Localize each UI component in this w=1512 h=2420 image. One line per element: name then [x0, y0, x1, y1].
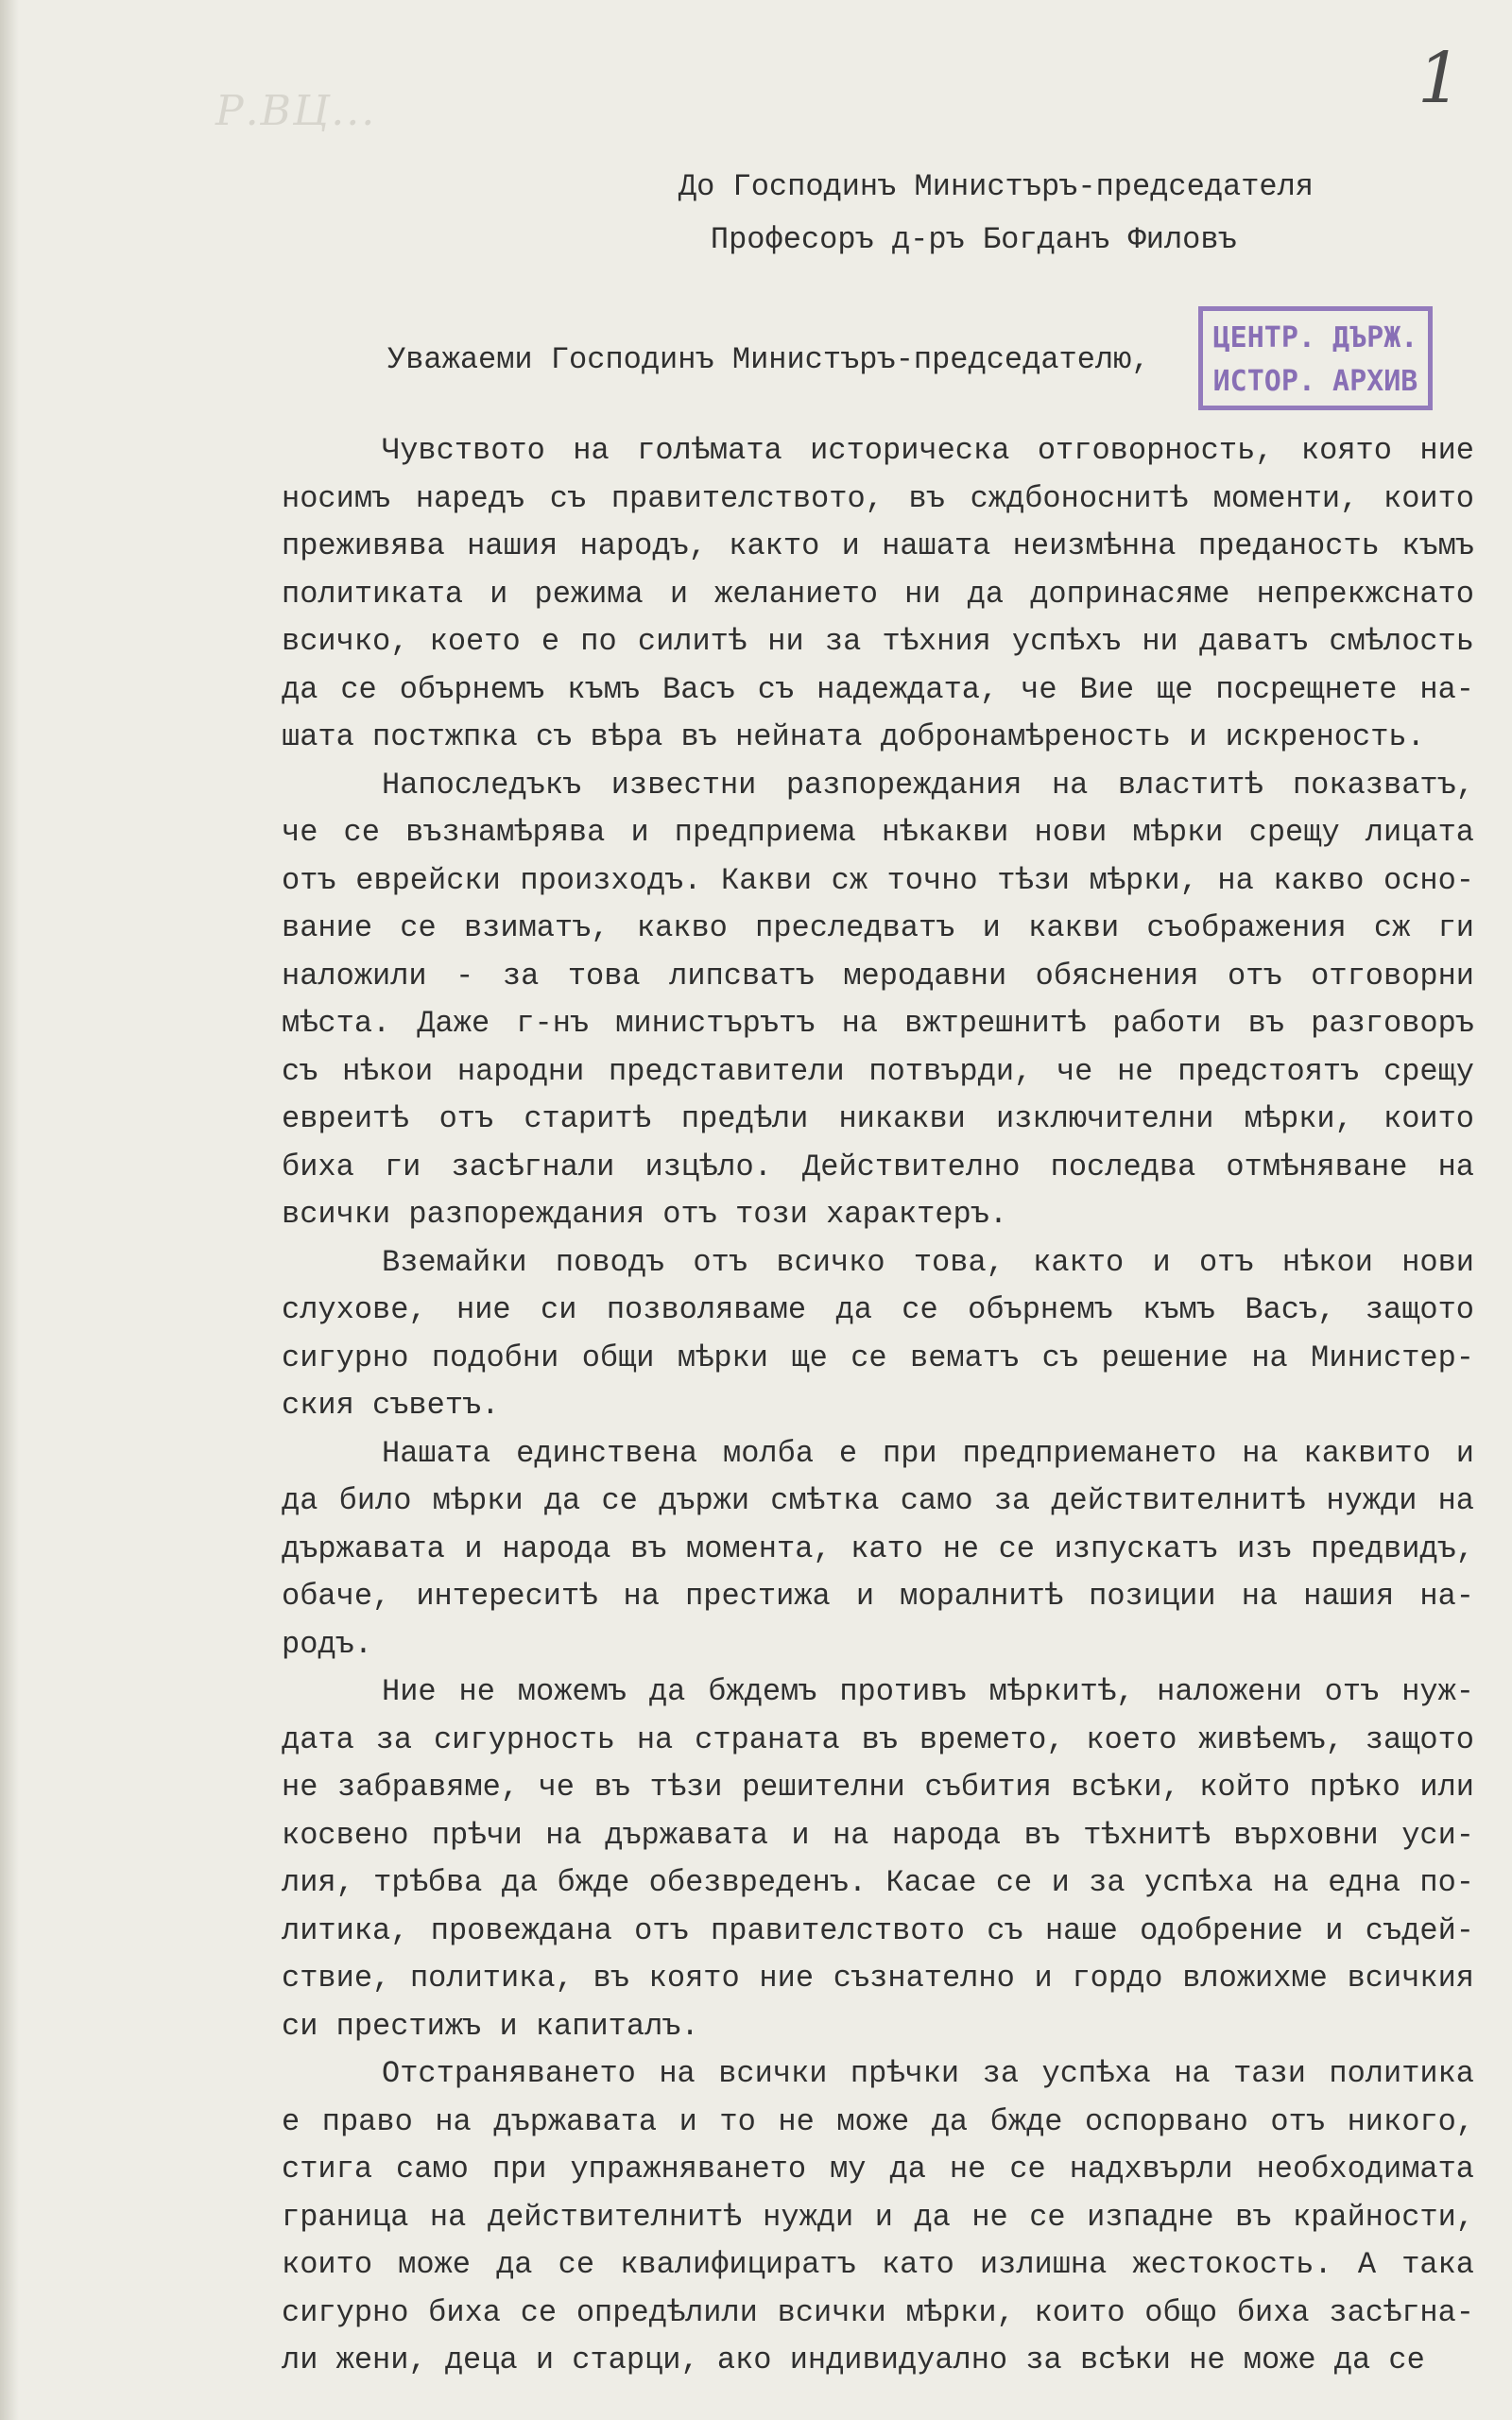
faded-archive-note: Р.ВЦ... — [215, 87, 377, 135]
text-line: ския съветъ. — [282, 1388, 500, 1423]
text-line: съ нѣкои народни представители потвърди, че не предстоятъ срещу — [282, 1053, 1474, 1089]
page-number: 1 — [1418, 38, 1463, 119]
addressee-line: До Господинъ Министъръ-председателя — [678, 169, 1314, 204]
text-line: Отстраняването на всички прѣчки за успѣха на тази политика — [382, 2056, 1474, 2091]
text-line: е право на държавата и то не може да бжде оспорвано отъ никого, — [282, 2103, 1474, 2139]
text-line: Чувството на голѣмата историческа отговорность, която ние — [382, 433, 1474, 468]
paragraph — [282, 1668, 1474, 2050]
text-line: политиката и режима и желанието ни да допринасяме непрекжснато — [282, 576, 1474, 612]
text-line: биха ги засѣгнали изцѣло. Действително последва отмѣняване на — [282, 1149, 1474, 1184]
text-line: косвено прѣчи на държавата и на народа въ тѣхнитѣ върховни уси- — [282, 1817, 1474, 1853]
text-line: обаче, интереситѣ на престижа и моралнитѣ позиции на нашия на- — [282, 1579, 1474, 1614]
text-line: дата за сигурность на страната въ времето, което живѣемъ, защото — [282, 1721, 1474, 1757]
text-line: всичко, което е по силитѣ ни за тѣхния успѣхъ ни даватъ смѣлость — [282, 624, 1474, 659]
text-line: стига само при упражняването му да не се надхвърли необходимата — [282, 2152, 1474, 2187]
text-line: слухове, ние си позволяваме да се обърнемъ къмъ Васъ, защото — [282, 1292, 1474, 1327]
text-line: преживява нашия народъ, както и нашата неизмѣнна преданость къмъ — [282, 528, 1474, 563]
text-line: мѣста. Даже г-нъ министърътъ на вжтрешнитѣ работи въ разговоръ — [282, 1006, 1474, 1041]
text-line: шата постжпка съ вѣра въ нейната добронамѣреность и искреность. — [282, 719, 1425, 754]
text-line: вание се взиматъ, какво преследватъ и какви съображения сж ги — [282, 910, 1474, 945]
stamp-line: ЦЕНТР. ДЪРЖ. — [1212, 321, 1418, 354]
text-line: Ние не можемъ да бждемъ противъ мѣркитѣ, наложени отъ нуж- — [382, 1674, 1474, 1709]
text-line: носимъ наредъ съ правителството, въ сждбоноснитѣ моменти, които — [282, 480, 1474, 516]
paragraph — [282, 2050, 1474, 2385]
text-line: които може да се квалифициратъ като излишна жестокость. А така — [282, 2247, 1474, 2282]
text-line: литика, провеждана отъ правителството съ наше одобрение и съдей- — [282, 1912, 1474, 1948]
text-line: граница на действителнитѣ нужди и да не се изпадне въ крайности, — [282, 2199, 1474, 2235]
text-line: да се обърнемъ къмъ Васъ съ надеждата, че Вие ще посрещнете на- — [282, 671, 1474, 707]
paper-edge — [0, 0, 19, 2420]
text-line: Нашата единствена молба е при предприемането на каквито и — [382, 1435, 1474, 1471]
text-line: лия, трѣбва да бжде обезвреденъ. Касае се и за успѣха на една по- — [282, 1865, 1474, 1900]
addressee-block — [679, 161, 1314, 267]
text-line: наложили - за това липсватъ меродавни обяснения отъ отговорни — [282, 958, 1474, 994]
addressee-line: Професоръ д-ръ Богданъ Филовъ — [710, 222, 1237, 257]
paragraph — [282, 1430, 1474, 1669]
salutation: Уважаеми Господинъ Министъръ-председателю, — [387, 342, 1150, 377]
text-line: Вземайки поводъ отъ всичко това, както и отъ нѣкои нови — [382, 1244, 1474, 1280]
archive-stamp — [1198, 306, 1433, 410]
text-line: ли жени, деца и старци, ако индивидуално за всѣки не може да се — [282, 2342, 1425, 2377]
text-line: сигурно подобни общи мѣрки ще се вематъ съ решение на Министер- — [282, 1340, 1474, 1375]
stamp-line: ИСТОР. АРХИВ — [1212, 365, 1418, 398]
text-line: ствие, политика, въ която ние съзнателно и гордо вложихме всичкия — [282, 1961, 1474, 1996]
text-line: Напоследъкъ известни разпореждания на властитѣ показватъ, — [382, 767, 1474, 803]
text-line: да било мѣрки да се държи смѣтка само за действителнитѣ нужди на — [282, 1483, 1474, 1518]
paragraph — [282, 762, 1474, 1239]
text-line: сигурно биха се опредѣлили всички мѣрки, които общо биха засѣгна- — [282, 2294, 1474, 2330]
text-line: не забравяме, че въ тѣзи решителни събития всѣки, който прѣко или — [282, 1770, 1474, 1805]
paragraph — [282, 1239, 1474, 1430]
text-line: отъ еврейски произходъ. Какви сж точно тѣзи мѣрки, на какво осно- — [282, 862, 1474, 898]
text-line: всички разпореждания отъ този характеръ. — [282, 1197, 1008, 1232]
text-line: че се възнамѣрява и предприема нѣкакви нови мѣрки срещу лицата — [282, 815, 1474, 850]
letter-body — [282, 427, 1474, 2385]
text-line: родъ. — [282, 1626, 373, 1662]
text-line: евреитѣ отъ старитѣ предѣли никакви изключителни мѣрки, които — [282, 1101, 1474, 1136]
text-line: си престижъ и капиталъ. — [282, 2008, 699, 2044]
paragraph — [282, 427, 1474, 762]
text-line: държавата и народа въ момента, като не се изпускатъ изъ предвидъ, — [282, 1530, 1474, 1566]
